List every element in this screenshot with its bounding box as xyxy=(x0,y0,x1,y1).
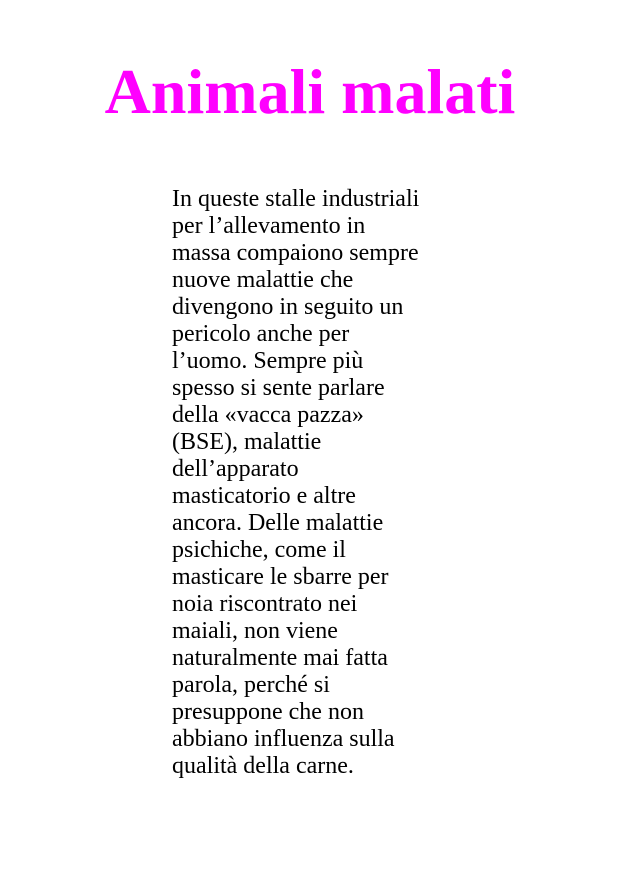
paragraph-line: dell’apparato xyxy=(172,456,299,482)
paragraph-line: In queste stalle industriali xyxy=(172,186,420,212)
paragraph-line: noia riscontrato nei xyxy=(172,591,358,617)
paragraph-line: (BSE), malattie xyxy=(172,429,322,455)
paragraph-line: masticatorio e altre xyxy=(172,483,356,509)
body-paragraph xyxy=(172,186,472,780)
paragraph-line: masticare le sbarre per xyxy=(172,564,389,590)
paragraph-line: l’uomo. Sempre più xyxy=(172,348,364,374)
paragraph-line: naturalmente mai fatta xyxy=(172,645,388,671)
paragraph-line: parola, perché si xyxy=(172,672,330,698)
paragraph-line: maiali, non viene xyxy=(172,618,338,644)
paragraph-line: presuppone che non xyxy=(172,699,364,725)
paragraph-line: psichiche, come il xyxy=(172,537,346,563)
page-title: Animali malati xyxy=(104,56,516,127)
paragraph-line: divengono in seguito un xyxy=(172,294,404,320)
paragraph-line: per l’allevamento in xyxy=(172,213,366,239)
paragraph-line: nuove malattie che xyxy=(172,267,354,293)
paragraph-line: pericolo anche per xyxy=(172,321,350,347)
paragraph-line: spesso si sente parlare xyxy=(172,375,385,401)
paragraph-line: massa compaiono sempre xyxy=(172,240,419,266)
paragraph-line: abbiano influenza sulla xyxy=(172,726,395,752)
paragraph-line: ancora. Delle malattie xyxy=(172,510,384,536)
paragraph-line: qualità della carne. xyxy=(172,753,354,779)
paragraph-line: della «vacca pazza» xyxy=(172,402,364,428)
